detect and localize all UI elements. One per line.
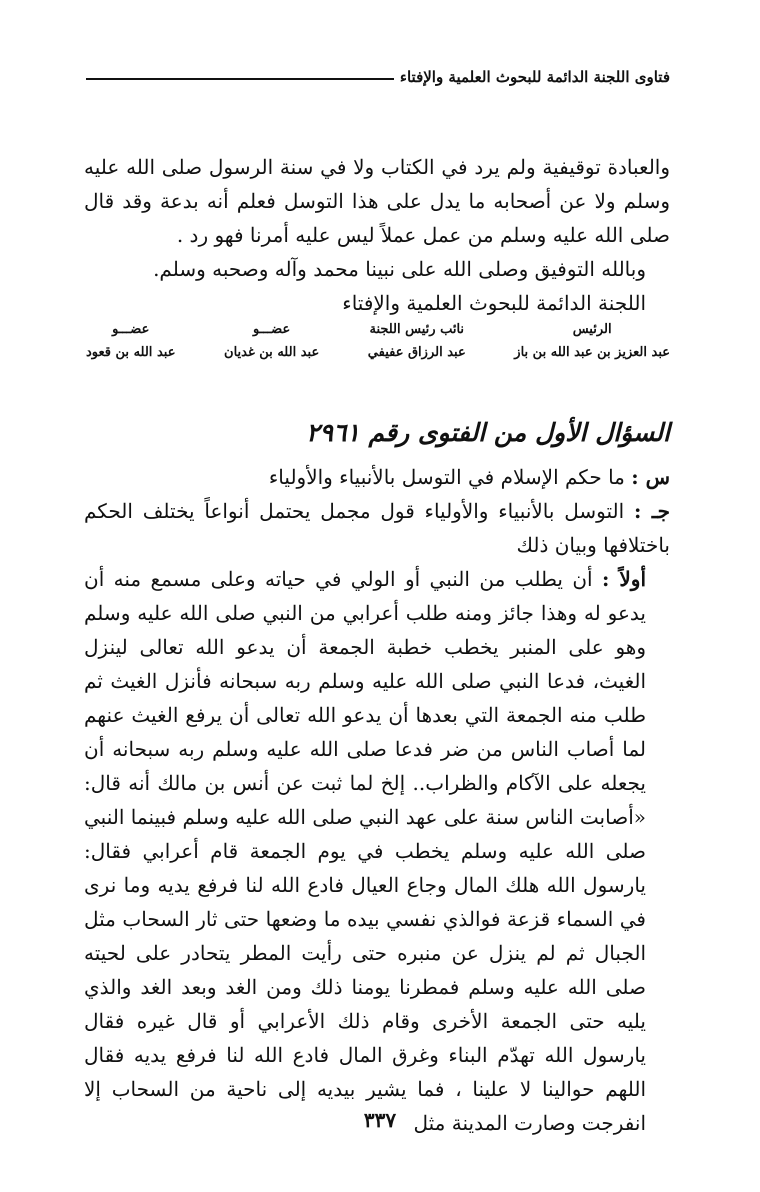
question-label: س : xyxy=(631,465,670,489)
first-point-label: أولاً : xyxy=(601,567,646,591)
signature-member-2 xyxy=(86,322,175,360)
signature-role: عضـــو xyxy=(112,322,150,337)
header-rule xyxy=(86,78,394,80)
signature-role: الرئيس xyxy=(572,322,612,337)
answer-label: جـ : xyxy=(634,499,671,523)
signature-role: عضـــو xyxy=(253,322,291,337)
signature-block xyxy=(86,322,670,360)
signature-name: عبد العزيز بن عبد الله بن باز xyxy=(514,345,670,360)
signature-role: نائب رئيس اللجنة xyxy=(369,322,465,337)
intro-paragraph: والعبادة توقيفية ولم يرد في الكتاب ولا في سنة الرسول صلى الله عليه وسلم ولا عن أصحابه ما يدل على هذا التوسل فعلم أنه بدعة وقد قال صلى الله عليه وسلم من عمل عملاً ليس عليه أمرنا فهو رد . xyxy=(84,155,670,247)
signature-name: عبد الله بن قعود xyxy=(86,345,176,360)
closing-line: وبالله التوفيق وصلى الله على نبينا محمد وآله وصحبه وسلم. xyxy=(153,257,646,281)
running-header xyxy=(86,62,670,92)
first-point xyxy=(84,562,670,1140)
header-title: فتاوى اللجنة الدائمة للبحوث العلمية والإفتاء xyxy=(399,68,670,86)
question-heading: السؤال الأول من الفتوى رقم ٢٩٦١ xyxy=(306,418,670,447)
signature-vice-chairman xyxy=(368,322,466,360)
question-line xyxy=(84,460,670,494)
question-answer-text xyxy=(84,460,670,1140)
page-number: ٣٣٧ xyxy=(363,1108,397,1132)
answer-line xyxy=(84,494,670,562)
signature-name: عبد الله بن غديان xyxy=(224,345,320,360)
answer-text: التوسل بالأنبياء والأولياء قول مجمل يحتمل أنواعاً يختلف الحكم باختلافها وبيان ذلك xyxy=(84,499,670,557)
signature-member-1 xyxy=(224,322,319,360)
committee-name: اللجنة الدائمة للبحوث العلمية والإفتاء xyxy=(342,291,646,315)
first-point-text: أن يطلب من النبي أو الولي في حياته وعلى مسمع منه أن يدعو له وهذا جائز ومنه طلب أعرابي من النبي صلى الله عليه وسلم وهو على المنبر يخطب خطبة الجمعة أن يدعو الله تعالى لينزل الغيث، فدعا النبي صلى الله عليه وسلم ربه سبحانه فأنزل الغيث ثم طلب منه الجمعة التي بعدها أن يدعو الله تعالى أن يرفع الغيث عنهم لما أصاب الناس من ضر فدعا صلى الله عليه وسلم ربه سبحانه أن يجعله على الآكام والظراب.. إلخ لما ثبت عن أنس بن مالك أنه قال: «أصابت الناس سنة على عهد النبي صلى الله عليه وسلم فبينما النبي صلى الله عليه وسلم يخطب في يوم الجمعة قام أعرابي فقال: يارسول الله هلك المال وجاع العيال فادع الله لنا فرفع يديه وما نرى في السماء قزعة فوالذي نفسي بيده ما وضعها حتى ثار السحاب مثل الجبال ثم لم ينزل عن منبره حتى رأيت المطر يتحادر على لحيته صلى الله عليه وسلم فمطرنا يومنا ذلك ومن الغد وبعد الغد والذي يليه حتى الجمعة الأخرى وقام ذلك الأعرابي أو قال غيره فقال يارسول الله تهدّم البناء وغرق المال فادع الله لنا فرفع يديه فقال اللهم حوالينا لا علينا ، فما يشير بيديه إلى ناحية من السحاب إلا انفرجت وصارت المدينة مثل xyxy=(84,567,646,1135)
signature-chairman xyxy=(514,322,670,360)
signature-name: عبد الرزاق عفيفي xyxy=(367,345,466,360)
intro-text xyxy=(84,150,670,320)
question-text: ما حكم الإسلام في التوسل بالأنبياء والأولياء xyxy=(268,465,625,489)
